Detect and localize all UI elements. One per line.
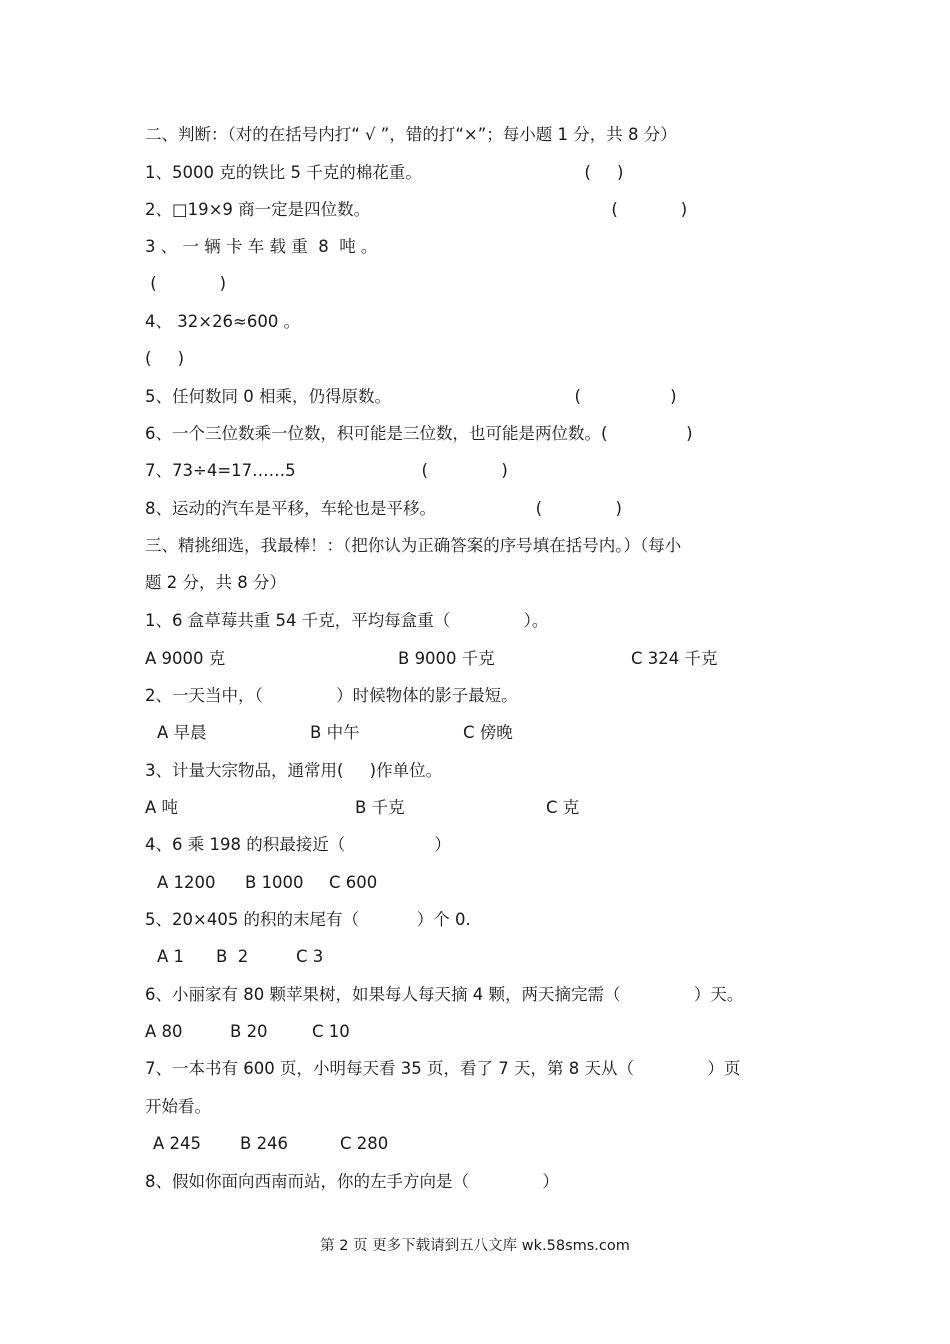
option-c: C 克 bbox=[546, 798, 580, 817]
option-a: A 早晨 bbox=[157, 723, 207, 742]
mc-question-7-cont: 开始看。 bbox=[145, 1097, 211, 1116]
tf-item-5: 5、任何数同 0 相乘，仍得原数。 ( ) bbox=[145, 387, 677, 406]
tf-item-3-blank: ( ) bbox=[145, 274, 227, 293]
section3-heading: 三、精挑细选，我最棒！：（把你认为正确答案的序号填在括号内。）（每小 bbox=[145, 536, 682, 555]
option-b: B 1000 bbox=[245, 873, 304, 892]
tf-item-4: 4、 32×26≈600 。 bbox=[145, 312, 301, 331]
mc-question-2: 2、一天当中，（ ）时候物体的影子最短。 bbox=[145, 686, 518, 705]
tf-item-7: 7、73÷4=17……5 ( ) bbox=[145, 461, 508, 480]
option-a: A 1 bbox=[157, 947, 185, 966]
option-c: C 3 bbox=[296, 947, 324, 966]
option-b: B 2 bbox=[216, 947, 249, 966]
option-b: B 9000 千克 bbox=[398, 649, 495, 668]
option-c: C 10 bbox=[312, 1022, 350, 1041]
mc-question-5: 5、20×405 的积的末尾有（ ）个 0. bbox=[145, 910, 471, 929]
tf-item-3: 3 、 一 辆 卡 车 载 重 8 吨 。 bbox=[145, 237, 378, 256]
mc-question-6: 6、小丽家有 80 颗苹果树，如果每人每天摘 4 颗，两天摘完需（ ）天。 bbox=[145, 985, 744, 1004]
tf-item-2: 2、□19×9 商一定是四位数。 ( ) bbox=[145, 200, 688, 219]
option-b: B 中午 bbox=[310, 723, 360, 742]
section2-heading: 二、判断：（对的在括号内打“ √ ”，错的打“×”；每小题 1 分，共 8 分） bbox=[145, 125, 677, 144]
tf-item-8: 8、运动的汽车是平移，车轮也是平移。 ( ) bbox=[145, 499, 622, 518]
mc-question-4: 4、6 乘 198 的积最接近（ ） bbox=[145, 835, 451, 854]
mc-question-8: 8、假如你面向西南而站，你的左手方向是（ ） bbox=[145, 1172, 559, 1191]
option-c: C 600 bbox=[329, 873, 378, 892]
option-a: A 9000 克 bbox=[145, 649, 226, 668]
option-b: B 千克 bbox=[355, 798, 405, 817]
mc-question-1: 1、6 盒草莓共重 54 千克，平均每盒重（ ）。 bbox=[145, 611, 549, 630]
option-c: C 傍晚 bbox=[463, 723, 513, 742]
mc-question-7: 7、一本书有 600 页，小明每天看 35 页，看了 7 天，第 8 天从（ ）页 bbox=[145, 1059, 741, 1078]
tf-item-1: 1、5000 克的铁比 5 千克的棉花重。 ( ) bbox=[145, 163, 624, 182]
tf-item-4-blank: ( ) bbox=[145, 349, 185, 368]
option-a: A 245 bbox=[153, 1134, 202, 1153]
section3-heading-cont: 题 2 分，共 8 分） bbox=[145, 573, 286, 592]
option-c: C 324 千克 bbox=[631, 649, 718, 668]
option-c: C 280 bbox=[340, 1134, 389, 1153]
mc-question-3: 3、计量大宗物品，通常用( )作单位。 bbox=[145, 761, 443, 780]
option-a: A 1200 bbox=[157, 873, 216, 892]
option-b: B 20 bbox=[230, 1022, 268, 1041]
option-a: A 吨 bbox=[145, 798, 179, 817]
option-b: B 246 bbox=[240, 1134, 289, 1153]
tf-item-6: 6、一个三位数乘一位数，积可能是三位数，也可能是两位数。( ) bbox=[145, 424, 693, 443]
page-footer: 第 2 页 更多下载请到五八文库 wk.58sms.com bbox=[320, 1238, 630, 1254]
option-a: A 80 bbox=[145, 1022, 183, 1041]
